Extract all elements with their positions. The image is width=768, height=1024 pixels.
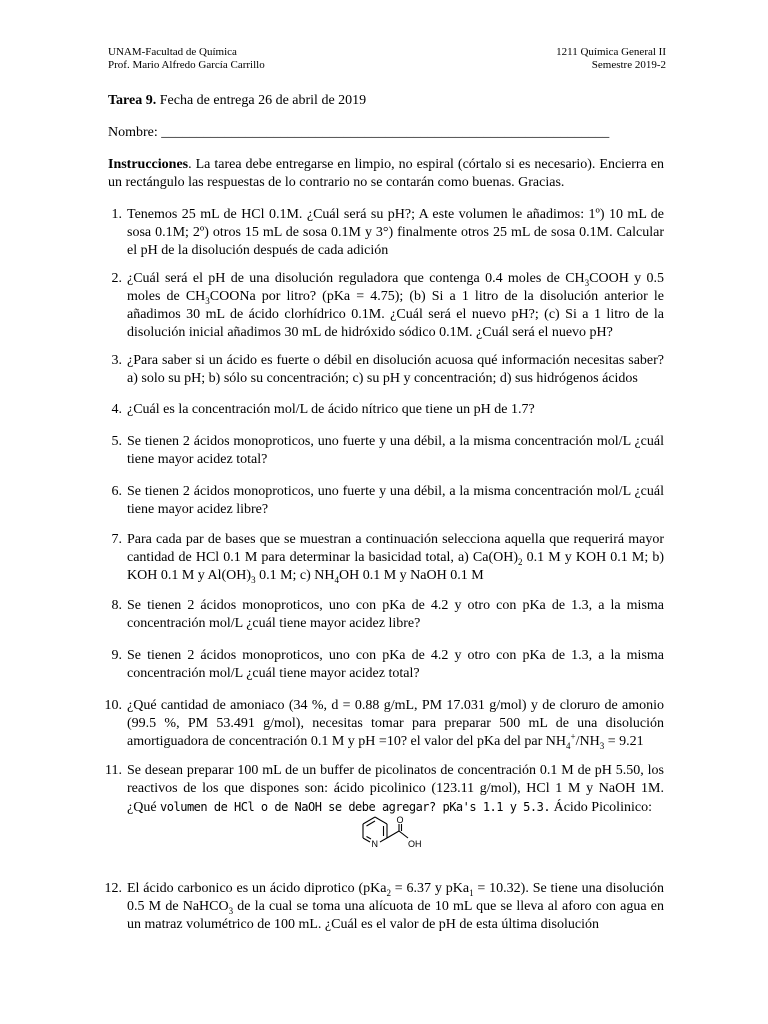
- title-bold: Tarea 9.: [108, 93, 157, 108]
- question-text: ¿Qué cantidad de amoniaco (34 %, d = 0.88 g/mL, PM 17.031 g/mol) y de cloruro de amonio (99.5 %, PM 53.491 g/mol), necesitas tomar para preparar 500 mL de una disolución amortiguadora de concentración 0.1 M y pH =10? el valor del pKa del par $NH_4^+/NH_3 = 9.21$: [127, 698, 664, 751]
- question-text: ¿Para saber si un ácido es fuerte o débil en disolución acuosa qué información necesitas saber? a) solo su pH; b) sólo su concentración; c) su pH y concentración; d) sus hidrógenos ácidos: [127, 353, 664, 386]
- question-number: 6.: [111, 484, 122, 499]
- ring-bond: [363, 817, 375, 824]
- question-number: 7.: [111, 532, 122, 547]
- question-number: 4.: [111, 402, 122, 417]
- question-text: Se desean preparar 100 mL de un buffer de picolinatos de concentración 0.1 M de pH 5.50, los reactivos de los que dispones son: ácido picolinico (123.11 g/mol), HCl 1 M y NaOH 1M. ¿Qué volumen de HCl o de NaOH se debe agregar? pKa's 1.1 y 5.3. Ácido Picolinico:: [127, 763, 664, 815]
- question-number: 5.: [111, 434, 122, 449]
- question-12: [104, 880, 665, 934]
- question-6: [108, 483, 664, 519]
- picolinic-acid-structure: [350, 816, 436, 862]
- question-1: [108, 206, 664, 260]
- question-2: [108, 270, 664, 342]
- question-text: Se tienen 2 ácidos monoproticos, uno con pKa de 4.2 y otro con pKa de 1.3, a la misma concentración mol/L ¿cuál tiene mayor acidez total?: [127, 648, 664, 681]
- bond-to-carboxyl: [387, 831, 399, 838]
- question-number: 9.: [111, 648, 122, 663]
- hydroxyl-label: OH: [408, 839, 422, 849]
- c-oh-bond: [399, 831, 408, 838]
- question-text: El ácido carbonico es un ácido diprotico (pKa$_2$ = 6.37 y pKa$_1$ = 10.32). Se tiene una disolución 0.5 M de NaHCO$_3$ de la cual se toma una alícuota de 10 mL que se lleva al aforo con agua en un matraz volumétrico de 100 mL. ¿Cuál es el valor de pH de esta última disolución: [127, 881, 665, 932]
- question-4: [108, 401, 664, 419]
- question-number: 1.: [111, 207, 122, 222]
- instructions-text: . La tarea debe entregarse en limpio, no espiral (córtalo si es necesario). Encierra en un rectángulo las respuestas de lo contrario no se contarán como buenas. Gracias.: [108, 157, 664, 190]
- oxygen-label: O: [396, 816, 404, 825]
- ring-bond: [375, 817, 387, 824]
- question-text: Para cada par de bases que se muestran a continuación selecciona aquella que requerirá mayor cantidad de HCl 0.1 M para determinar la basicidad total, a) $Ca(OH)_2$ 0.1 M y KOH 0.1 M; b) KOH 0.1 M y $Al(OH)_3$ 0.1 M; c) $NH_4OH$ 0.1 M y NaOH 0.1 M: [127, 532, 665, 585]
- question-7: [108, 531, 664, 585]
- question-number: 11.: [105, 763, 122, 778]
- nitrogen-label: N: [371, 839, 378, 849]
- question-11: [105, 762, 664, 817]
- semester: Semestre 2019-2: [591, 59, 666, 71]
- question-number: 12.: [104, 881, 122, 896]
- question-text: ¿Cuál es la concentración mol/L de ácido nítrico que tiene un pH de 1.7?: [127, 402, 535, 417]
- question-5: [108, 433, 664, 469]
- professor: Prof. Mario Alfredo García Carrillo: [108, 59, 265, 71]
- question-number: 10.: [104, 698, 122, 713]
- question-10: [104, 697, 664, 751]
- ring-bond: [363, 838, 370, 842]
- question-text: Se tienen 2 ácidos monoproticos, uno con pKa de 4.2 y otro con pKa de 1.3, a la misma concentración mol/L ¿cuál tiene mayor acidez libre?: [127, 598, 664, 631]
- header-left: [108, 46, 265, 72]
- institution: UNAM-Facultad de Química: [108, 46, 237, 58]
- assignment-title: [108, 92, 366, 110]
- question-text: Tenemos 25 mL de HCl 0.1M. ¿Cuál será su pH?; A este volumen le añadimos: 1º) 10 mL de sosa 0.1M; 2º) otros 15 mL de sosa 0.1M y 3°) finalmente otros 25 mL de sosa 0.1M. Calcular el pH de la disolución después de cada adición: [127, 207, 664, 258]
- question-9: [108, 647, 664, 683]
- title-rest: Fecha de entrega 26 de abril de 2019: [156, 93, 367, 108]
- instructions-bold: Instrucciones: [108, 157, 189, 172]
- course: 1211 Química General II: [556, 46, 666, 58]
- question-text: Se tienen 2 ácidos monoproticos, uno fuerte y una débil, a la misma concentración mol/L ¿cuál tiene mayor acidez total?: [127, 434, 664, 467]
- question-number: 8.: [111, 598, 122, 613]
- question-text: ¿Cuál será el pH de una disolución reguladora que contenga 0.4 moles de $CH_3COOH$ y 0.5 moles de $CH_3COONa$ por litro? (pKa = 4.75); (b) Si a 1 litro de la disolución anterior le añadimos 30 mL de ácido clorhídrico 0.1M. ¿Cuál será el nuevo pH?; (c) Si a 1 litro de la disolución inicial añadimos 30 mL de hidróxido sódico 0.1M. ¿Cuál será el nuevo pH?: [127, 271, 665, 340]
- ring-double-bond: [367, 837, 372, 840]
- instructions: [108, 156, 664, 192]
- question-3: [108, 352, 664, 388]
- question-text: Se tienen 2 ácidos monoproticos, uno fuerte y una débil, a la misma concentración mol/L ¿cuál tiene mayor acidez libre?: [127, 484, 664, 517]
- ring-bond: [380, 838, 387, 842]
- question-number: 2.: [111, 271, 122, 286]
- question-number: 3.: [111, 353, 122, 368]
- name-line: Nombre: ________________________________________________________________: [108, 125, 610, 140]
- question-8: [108, 597, 664, 633]
- header-right: [556, 46, 666, 72]
